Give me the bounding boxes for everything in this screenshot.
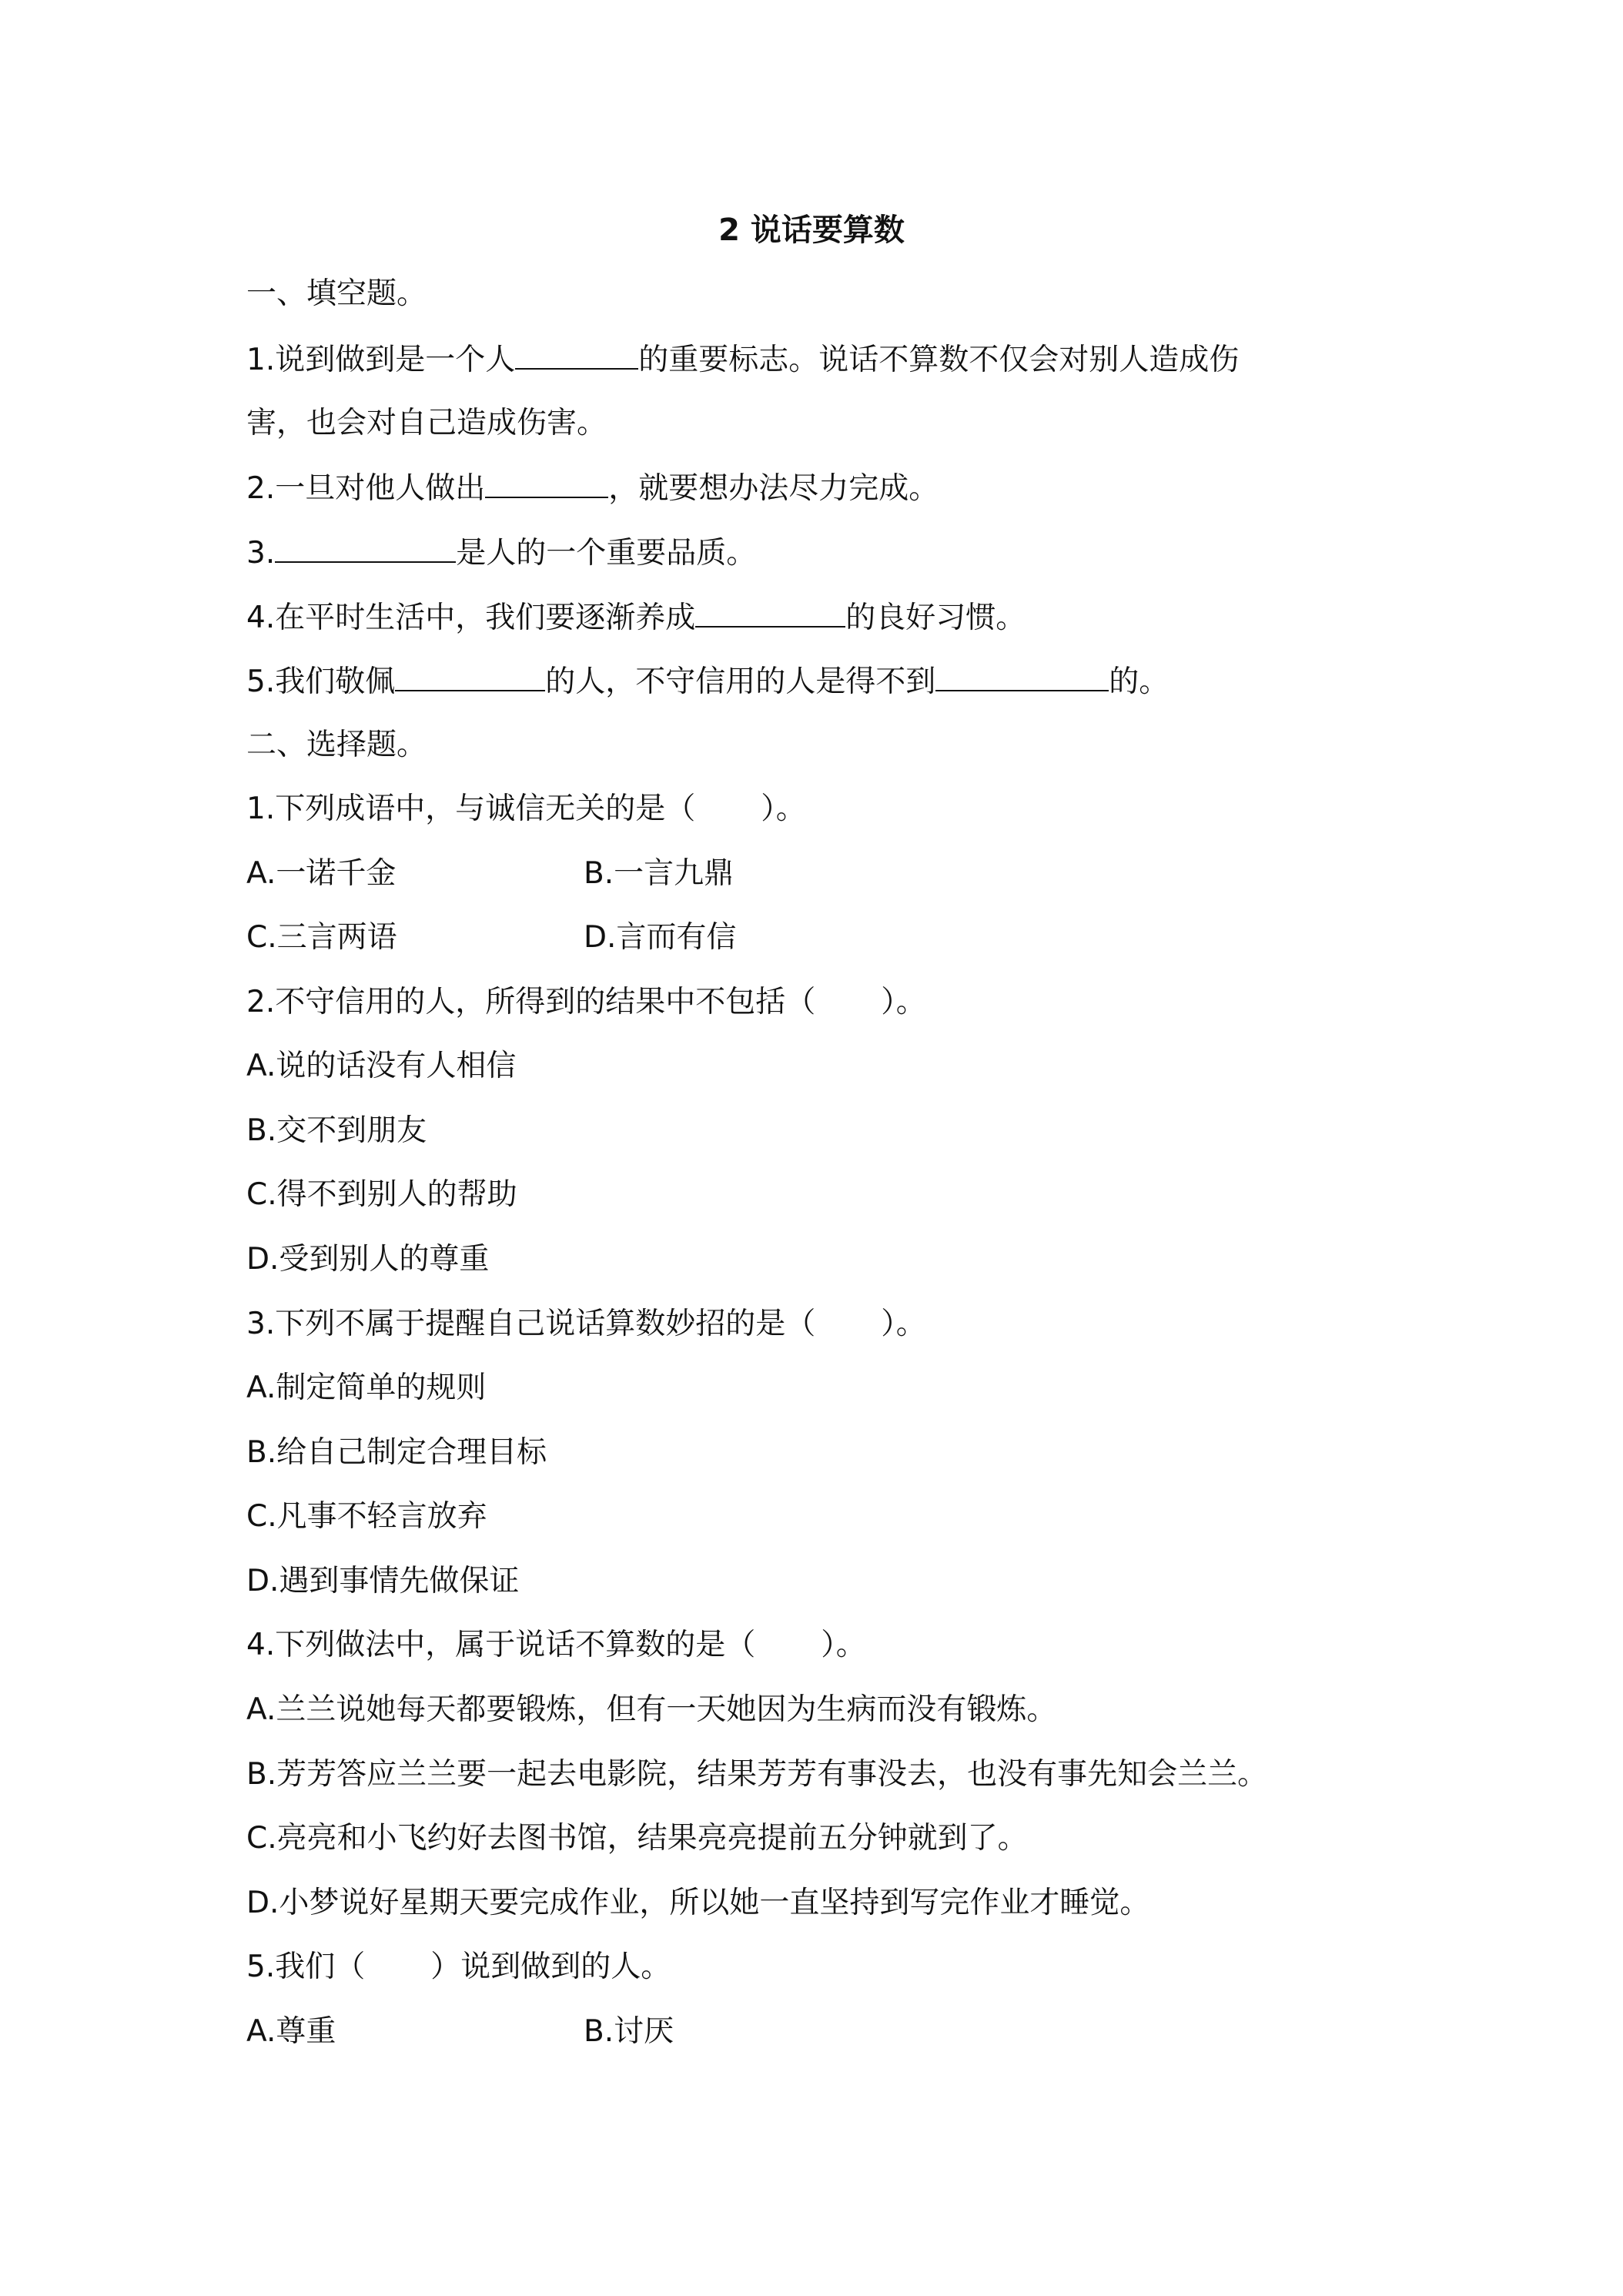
option-d: D.受到别人的尊重 bbox=[246, 1242, 490, 1277]
question-text: 3.下列不属于提醒自己说话算数妙招的是（ bbox=[246, 1307, 816, 1341]
choice-question-1 bbox=[246, 789, 806, 829]
question-text: 5.我们（ bbox=[246, 1950, 366, 1984]
option-a: A.尊重 bbox=[246, 2014, 336, 2049]
option-a: A.一诺千金 bbox=[246, 856, 397, 891]
fill-question-5 bbox=[246, 661, 1169, 702]
answer-blank[interactable] bbox=[275, 532, 456, 563]
option-a: A.兰兰说她每天都要锻炼，但有一天她因为生病而没有锻炼。 bbox=[246, 1692, 1057, 1727]
section-heading-multiple-choice: 二、选择题。 bbox=[246, 728, 427, 762]
option-d: D.言而有信 bbox=[584, 920, 737, 955]
answer-blank[interactable] bbox=[935, 661, 1109, 691]
fill-question-2 bbox=[246, 467, 939, 509]
option-c: C.亮亮和小飞约好去图书馆，结果亮亮提前五分钟就到了。 bbox=[246, 1821, 1028, 1856]
choice-question-5 bbox=[246, 1947, 671, 1987]
fill-question-3 bbox=[246, 532, 756, 574]
fill-question-4 bbox=[246, 597, 1026, 638]
answer-blank[interactable] bbox=[515, 339, 638, 370]
section-heading-fill-blank: 一、填空题。 bbox=[246, 276, 427, 311]
answer-blank[interactable] bbox=[485, 467, 608, 498]
question-text: 4.在平时生活中，我们要逐渐养成 bbox=[246, 601, 696, 635]
option-c: C.三言两语 bbox=[246, 920, 397, 955]
question-text: 2.不守信用的人，所得到的结果中不包括（ bbox=[246, 985, 816, 1019]
question-text: ）。 bbox=[881, 1307, 926, 1341]
option-b: B.芳芳答应兰兰要一起去电影院，结果芳芳有事没去，也没有事先知会兰兰。 bbox=[246, 1757, 1268, 1792]
answer-blank[interactable] bbox=[395, 661, 545, 691]
question-text: ）。 bbox=[761, 792, 806, 826]
option-d: D.小梦说好星期天要完成作业，所以她一直坚持到写完作业才睡觉。 bbox=[246, 1886, 1150, 1920]
question-text: ）。 bbox=[821, 1628, 866, 1662]
question-text: 的重要标志。说话不算数不仅会对别人造成伤 bbox=[638, 343, 1240, 377]
question-text: 2.一旦对他人做出 bbox=[246, 471, 486, 506]
option-d: D.遇到事情先做保证 bbox=[246, 1564, 520, 1598]
question-text: 的人，不守信用的人是得不到 bbox=[545, 664, 936, 699]
question-text: 1.下列成语中，与诚信无关的是（ bbox=[246, 792, 696, 826]
question-text: ）。 bbox=[881, 985, 926, 1019]
option-c: C.得不到别人的帮助 bbox=[246, 1177, 517, 1212]
fill-question-1-continued: 害，也会对自己造成伤害。 bbox=[246, 406, 607, 440]
choice-question-4 bbox=[246, 1625, 866, 1665]
option-b: B.给自己制定合理目标 bbox=[246, 1435, 547, 1470]
choice-question-3 bbox=[246, 1304, 926, 1344]
fill-question-1 bbox=[246, 339, 1239, 380]
question-text: 1.说到做到是一个人 bbox=[246, 343, 516, 377]
question-text: 的。 bbox=[1109, 664, 1170, 699]
option-a: A.制定简单的规则 bbox=[246, 1371, 487, 1405]
question-text: 5.我们敬佩 bbox=[246, 664, 396, 699]
question-text: 的良好习惯。 bbox=[845, 601, 1026, 635]
option-c: C.凡事不轻言放弃 bbox=[246, 1499, 487, 1534]
answer-blank[interactable] bbox=[695, 597, 845, 628]
question-text: 3. bbox=[246, 536, 276, 571]
question-text: 4.下列做法中，属于说话不算数的是（ bbox=[246, 1628, 756, 1662]
choice-question-2 bbox=[246, 982, 926, 1022]
question-text: ）说到做到的人。 bbox=[430, 1950, 671, 1984]
option-b: B.一言九鼎 bbox=[584, 856, 735, 891]
question-text: ，就要想办法尽力完成。 bbox=[608, 471, 939, 506]
question-text: 是人的一个重要品质。 bbox=[456, 536, 757, 571]
option-b: B.交不到朋友 bbox=[246, 1113, 427, 1148]
option-b: B.讨厌 bbox=[584, 2014, 674, 2049]
page-title: 2 说话要算数 bbox=[718, 213, 905, 248]
option-a: A.说的话没有人相信 bbox=[246, 1049, 517, 1083]
